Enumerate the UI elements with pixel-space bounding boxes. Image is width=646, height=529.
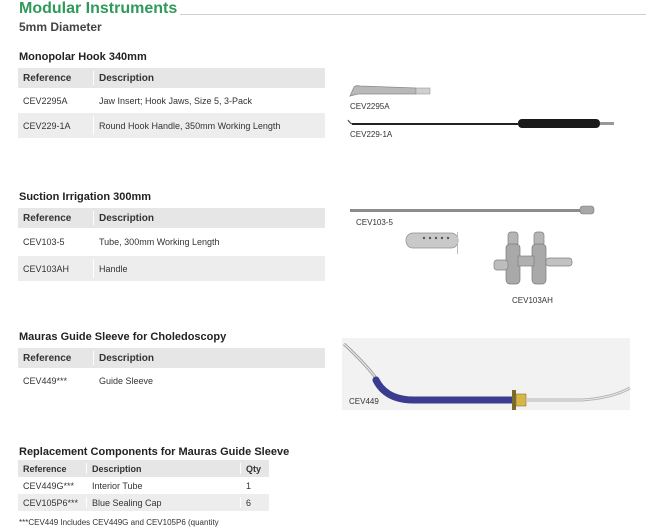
table-row: [18, 113, 325, 138]
guide-sleeve-image: [342, 338, 632, 410]
reference-cell: CEV449G***: [23, 480, 75, 491]
description-cell: Jaw Insert; Hook Jaws, Size 5, 3-Pack: [99, 95, 253, 106]
description-cell: Tube, 300mm Working Length: [99, 237, 220, 247]
section-title-guide-sleeve: Mauras Guide Sleeve for Choledoscopy: [19, 331, 227, 343]
column-header-reference: Reference: [23, 212, 72, 224]
page-subtitle: 5mm Diameter: [19, 20, 102, 34]
caption-irrigation-handle: CEV103AH: [512, 296, 553, 305]
table-row: [18, 256, 325, 281]
header-rule: [180, 14, 646, 15]
caption-hook-handle: CEV229-1A: [350, 130, 393, 139]
table-replacement-components: [18, 460, 269, 511]
column-header-qty: Qty: [246, 463, 262, 474]
column-header-description: Description: [99, 72, 155, 84]
column-header-description: Description: [99, 352, 155, 364]
table-monopolar-hook: [18, 68, 325, 138]
description-cell: Handle: [99, 263, 128, 274]
table-row: [18, 477, 269, 494]
caption-suction-tube: CEV103-5: [356, 218, 393, 227]
section-title-replacement-components: Replacement Components for Mauras Guide Sleeve: [19, 446, 290, 458]
reference-cell: CEV103-5: [23, 237, 65, 247]
column-header-reference: Reference: [23, 72, 72, 84]
jaw-insert-image: [348, 80, 438, 100]
table-header-row: [18, 348, 325, 368]
reference-cell: CEV449***: [23, 375, 68, 386]
qty-cell: 1: [246, 480, 252, 491]
description-cell: Guide Sleeve: [99, 375, 154, 386]
table-guide-sleeve: [18, 348, 325, 393]
footnote: ***CEV449 Includes CEV449G and CEV105P6 (quantity: [19, 518, 219, 527]
suction-tube-image: [350, 204, 600, 218]
caption-jaw-insert: CEV2295A: [350, 102, 390, 111]
image-divider: [457, 232, 458, 254]
hook-handle-image: [348, 117, 618, 131]
irrigation-handle-image: [494, 230, 578, 292]
reference-cell: CEV103AH: [23, 263, 70, 274]
description-cell: Blue Sealing Cap: [92, 497, 162, 508]
reference-cell: CEV2295A: [23, 95, 68, 106]
table-row: [18, 88, 325, 113]
section-title-monopolar-hook: Monopolar Hook 340mm: [19, 51, 147, 63]
description-cell: Round Hook Handle, 350mm Working Length: [99, 120, 281, 131]
caption-guide-sleeve: CEV449: [349, 397, 379, 406]
tube-tip-image: [404, 232, 460, 250]
column-header-reference: Reference: [23, 352, 72, 364]
qty-cell: 6: [246, 497, 252, 508]
column-header-description: Description: [92, 463, 142, 474]
table-header-row: [18, 68, 325, 88]
page-title: Modular Instruments: [19, 0, 178, 17]
reference-cell: CEV105P6***: [23, 497, 79, 508]
description-cell: Interior Tube: [92, 480, 143, 491]
table-row: [18, 228, 325, 256]
reference-cell: CEV229-1A: [23, 120, 71, 131]
table-header-row: [18, 460, 269, 477]
column-header-reference: Reference: [23, 463, 67, 474]
table-row: [18, 494, 269, 511]
column-header-description: Description: [99, 212, 155, 224]
section-title-suction-irrigation: Suction Irrigation 300mm: [19, 191, 152, 203]
table-row: [18, 368, 325, 393]
table-header-row: [18, 208, 325, 228]
table-suction-irrigation: [18, 208, 325, 281]
